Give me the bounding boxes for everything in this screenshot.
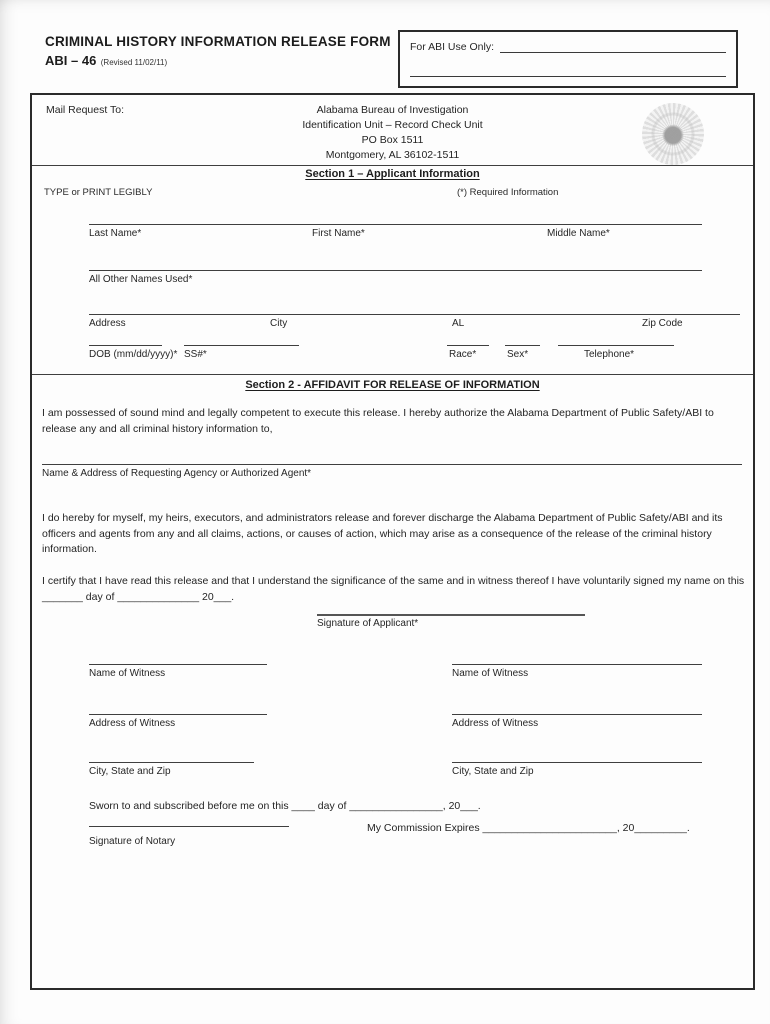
state-seal-stamp xyxy=(642,103,704,165)
witness1-name-line xyxy=(89,664,267,665)
middle-name-label: Middle Name* xyxy=(547,228,610,239)
telephone-field-line xyxy=(558,345,674,346)
sex-label: Sex* xyxy=(507,349,529,360)
telephone-label: Telephone* xyxy=(584,349,635,360)
abi-use-only-box xyxy=(398,30,738,88)
form-revision: (Revised 11/02/11) xyxy=(100,58,168,67)
applicant-signature-line xyxy=(317,614,585,616)
witness1-address-label: Address of Witness xyxy=(89,718,176,729)
witness2-address-label: Address of Witness xyxy=(452,718,539,729)
other-names-field-line xyxy=(89,270,702,271)
commission-expires-sentence: My Commission Expires _______________________, 20_________. xyxy=(367,822,690,834)
dob-label: DOB (mm/dd/yyyy)* xyxy=(89,349,178,360)
requesting-agency-label: Name & Address of Requesting Agency or Authorized Agent* xyxy=(42,468,312,479)
form-number: ABI – 46 xyxy=(45,53,97,68)
ssn-field-line xyxy=(184,345,299,346)
mailing-address-line-4: Montgomery, AL 36102-1511 xyxy=(325,149,460,161)
mail-request-label: Mail Request To: xyxy=(46,104,125,116)
mailing-address-line-2: Identification Unit – Record Check Unit xyxy=(302,119,483,131)
sworn-sentence: Sworn to and subscribed before me on this ____ day of ________________, 20___. xyxy=(89,800,481,812)
witness2-name-label: Name of Witness xyxy=(452,668,529,679)
address-label: Address xyxy=(89,318,126,329)
other-names-label: All Other Names Used* xyxy=(89,274,193,285)
witness2-city-line xyxy=(452,762,702,763)
name-field-line xyxy=(89,224,702,225)
notary-signature-line xyxy=(89,826,289,827)
witness1-city-line xyxy=(89,762,254,763)
last-name-label: Last Name* xyxy=(89,228,142,239)
section1-heading: Section 1 – Applicant Information xyxy=(305,168,480,180)
ssn-label: SS#* xyxy=(184,349,207,360)
first-name-label: First Name* xyxy=(312,228,365,239)
race-label: Race* xyxy=(449,349,477,360)
requesting-agency-field-line xyxy=(42,464,742,465)
witness1-address-line xyxy=(89,714,267,715)
section2-divider-line xyxy=(32,374,753,375)
dob-field-line xyxy=(89,345,162,346)
applicant-signature-label: Signature of Applicant* xyxy=(317,618,419,629)
affidavit-paragraph-1: I am possessed of sound mind and legally competent to execute this release. I hereby authorize the Alabama Department of Public Safety/ABI to release any and all criminal history information to, xyxy=(42,407,714,435)
witness1-name-label: Name of Witness xyxy=(89,668,166,679)
witness2-name-line xyxy=(452,664,702,665)
affidavit-paragraph-2: I do hereby for myself, my heirs, executors, and administrators release and forever discharge the Alabama Department of Public Safety/ABI and its officers and agents from any and all claims, actions, or causes of action, which may arise as a consequence of the release of the criminal history information. xyxy=(42,512,723,555)
state-label: AL xyxy=(452,318,465,329)
sex-field-line xyxy=(505,345,540,346)
mailing-address-line-3: PO Box 1511 xyxy=(361,134,424,146)
abi-use-only-second-blank-line xyxy=(410,76,726,77)
required-information-note: (*) Required Information xyxy=(457,187,559,198)
mailing-address-line-1: Alabama Bureau of Investigation xyxy=(316,104,469,116)
race-field-line xyxy=(447,345,489,346)
section2-heading: Section 2 - AFFIDAVIT FOR RELEASE OF INFORMATION xyxy=(245,379,540,391)
city-label: City xyxy=(270,318,288,329)
title-block xyxy=(45,34,391,70)
notary-signature-label: Signature of Notary xyxy=(89,836,176,847)
type-or-print-note: TYPE or PRINT LEGIBLY xyxy=(44,187,153,198)
zip-code-label: Zip Code xyxy=(642,318,683,329)
abi-use-only-blank-line xyxy=(500,39,726,53)
section1-divider-line xyxy=(32,165,753,166)
certify-sentence: I certify that I have read this release and that I understand the significance of the same and in witness thereof I have voluntarily signed my name on this _______ day of ______________ 20___. xyxy=(42,575,745,603)
address-field-line xyxy=(89,314,740,315)
witness1-city-label: City, State and Zip xyxy=(89,766,171,777)
witness2-address-line xyxy=(452,714,702,715)
form-body xyxy=(30,93,755,990)
abi-use-only-label: For ABI Use Only: xyxy=(410,41,495,53)
witness2-city-label: City, State and Zip xyxy=(452,766,534,777)
form-title: CRIMINAL HISTORY INFORMATION RELEASE FORM xyxy=(45,34,391,49)
abi-use-only-row xyxy=(400,32,736,53)
